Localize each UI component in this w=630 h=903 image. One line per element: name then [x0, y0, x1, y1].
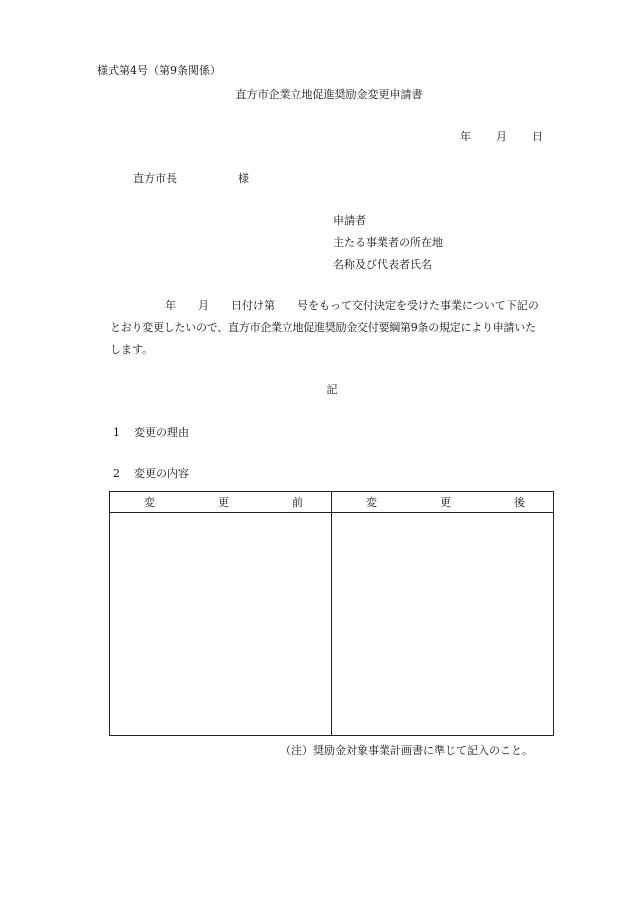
ki-heading: 記 [326, 383, 338, 396]
before-header [110, 492, 332, 513]
form-number: 様式第4号（第9条関係） [97, 64, 221, 77]
after-header [332, 492, 554, 513]
item-2-number: 2 [113, 467, 120, 480]
footnote: （注）奨励金対象事業計画書に準じて記入のこと。 [280, 744, 533, 757]
addressee-name: 直方市長 [133, 172, 177, 185]
applicant-name-label: 名称及び代表者氏名 [333, 258, 432, 271]
after-header-char-3: 後 [514, 496, 525, 509]
body-line-2: とおり変更したいので、直方市企業立地促進奨励金交付要綱第9条の規定により申請いた [110, 321, 536, 334]
after-header-char-1: 変 [366, 496, 377, 509]
after-content-cell[interactable] [332, 513, 554, 736]
item-1-label: 変更の理由 [134, 426, 189, 439]
document-title: 直方市企業立地促進奨励金変更申請書 [235, 88, 423, 101]
item-1-number: 1 [113, 426, 120, 439]
body-line-3: します。 [110, 343, 154, 356]
after-header-char-2: 更 [440, 496, 451, 509]
before-header-char-1: 変 [144, 496, 155, 509]
body-line-1: 年 月 日付け第 号をもって交付決定を受けた事業について下記の [110, 299, 539, 312]
date-day: 日 [532, 130, 543, 143]
request-body [110, 295, 554, 361]
item-2-label: 変更の内容 [134, 467, 189, 480]
addressee-honorific: 様 [238, 172, 249, 185]
date-month: 月 [496, 130, 507, 143]
before-header-char-2: 更 [218, 496, 229, 509]
before-header-char-3: 前 [292, 496, 303, 509]
applicant-label: 申請者 [333, 214, 366, 227]
change-content-table [109, 491, 554, 736]
applicant-address-label: 主たる事業者の所在地 [333, 236, 443, 249]
date-year: 年 [460, 130, 471, 143]
before-content-cell[interactable] [110, 513, 332, 736]
